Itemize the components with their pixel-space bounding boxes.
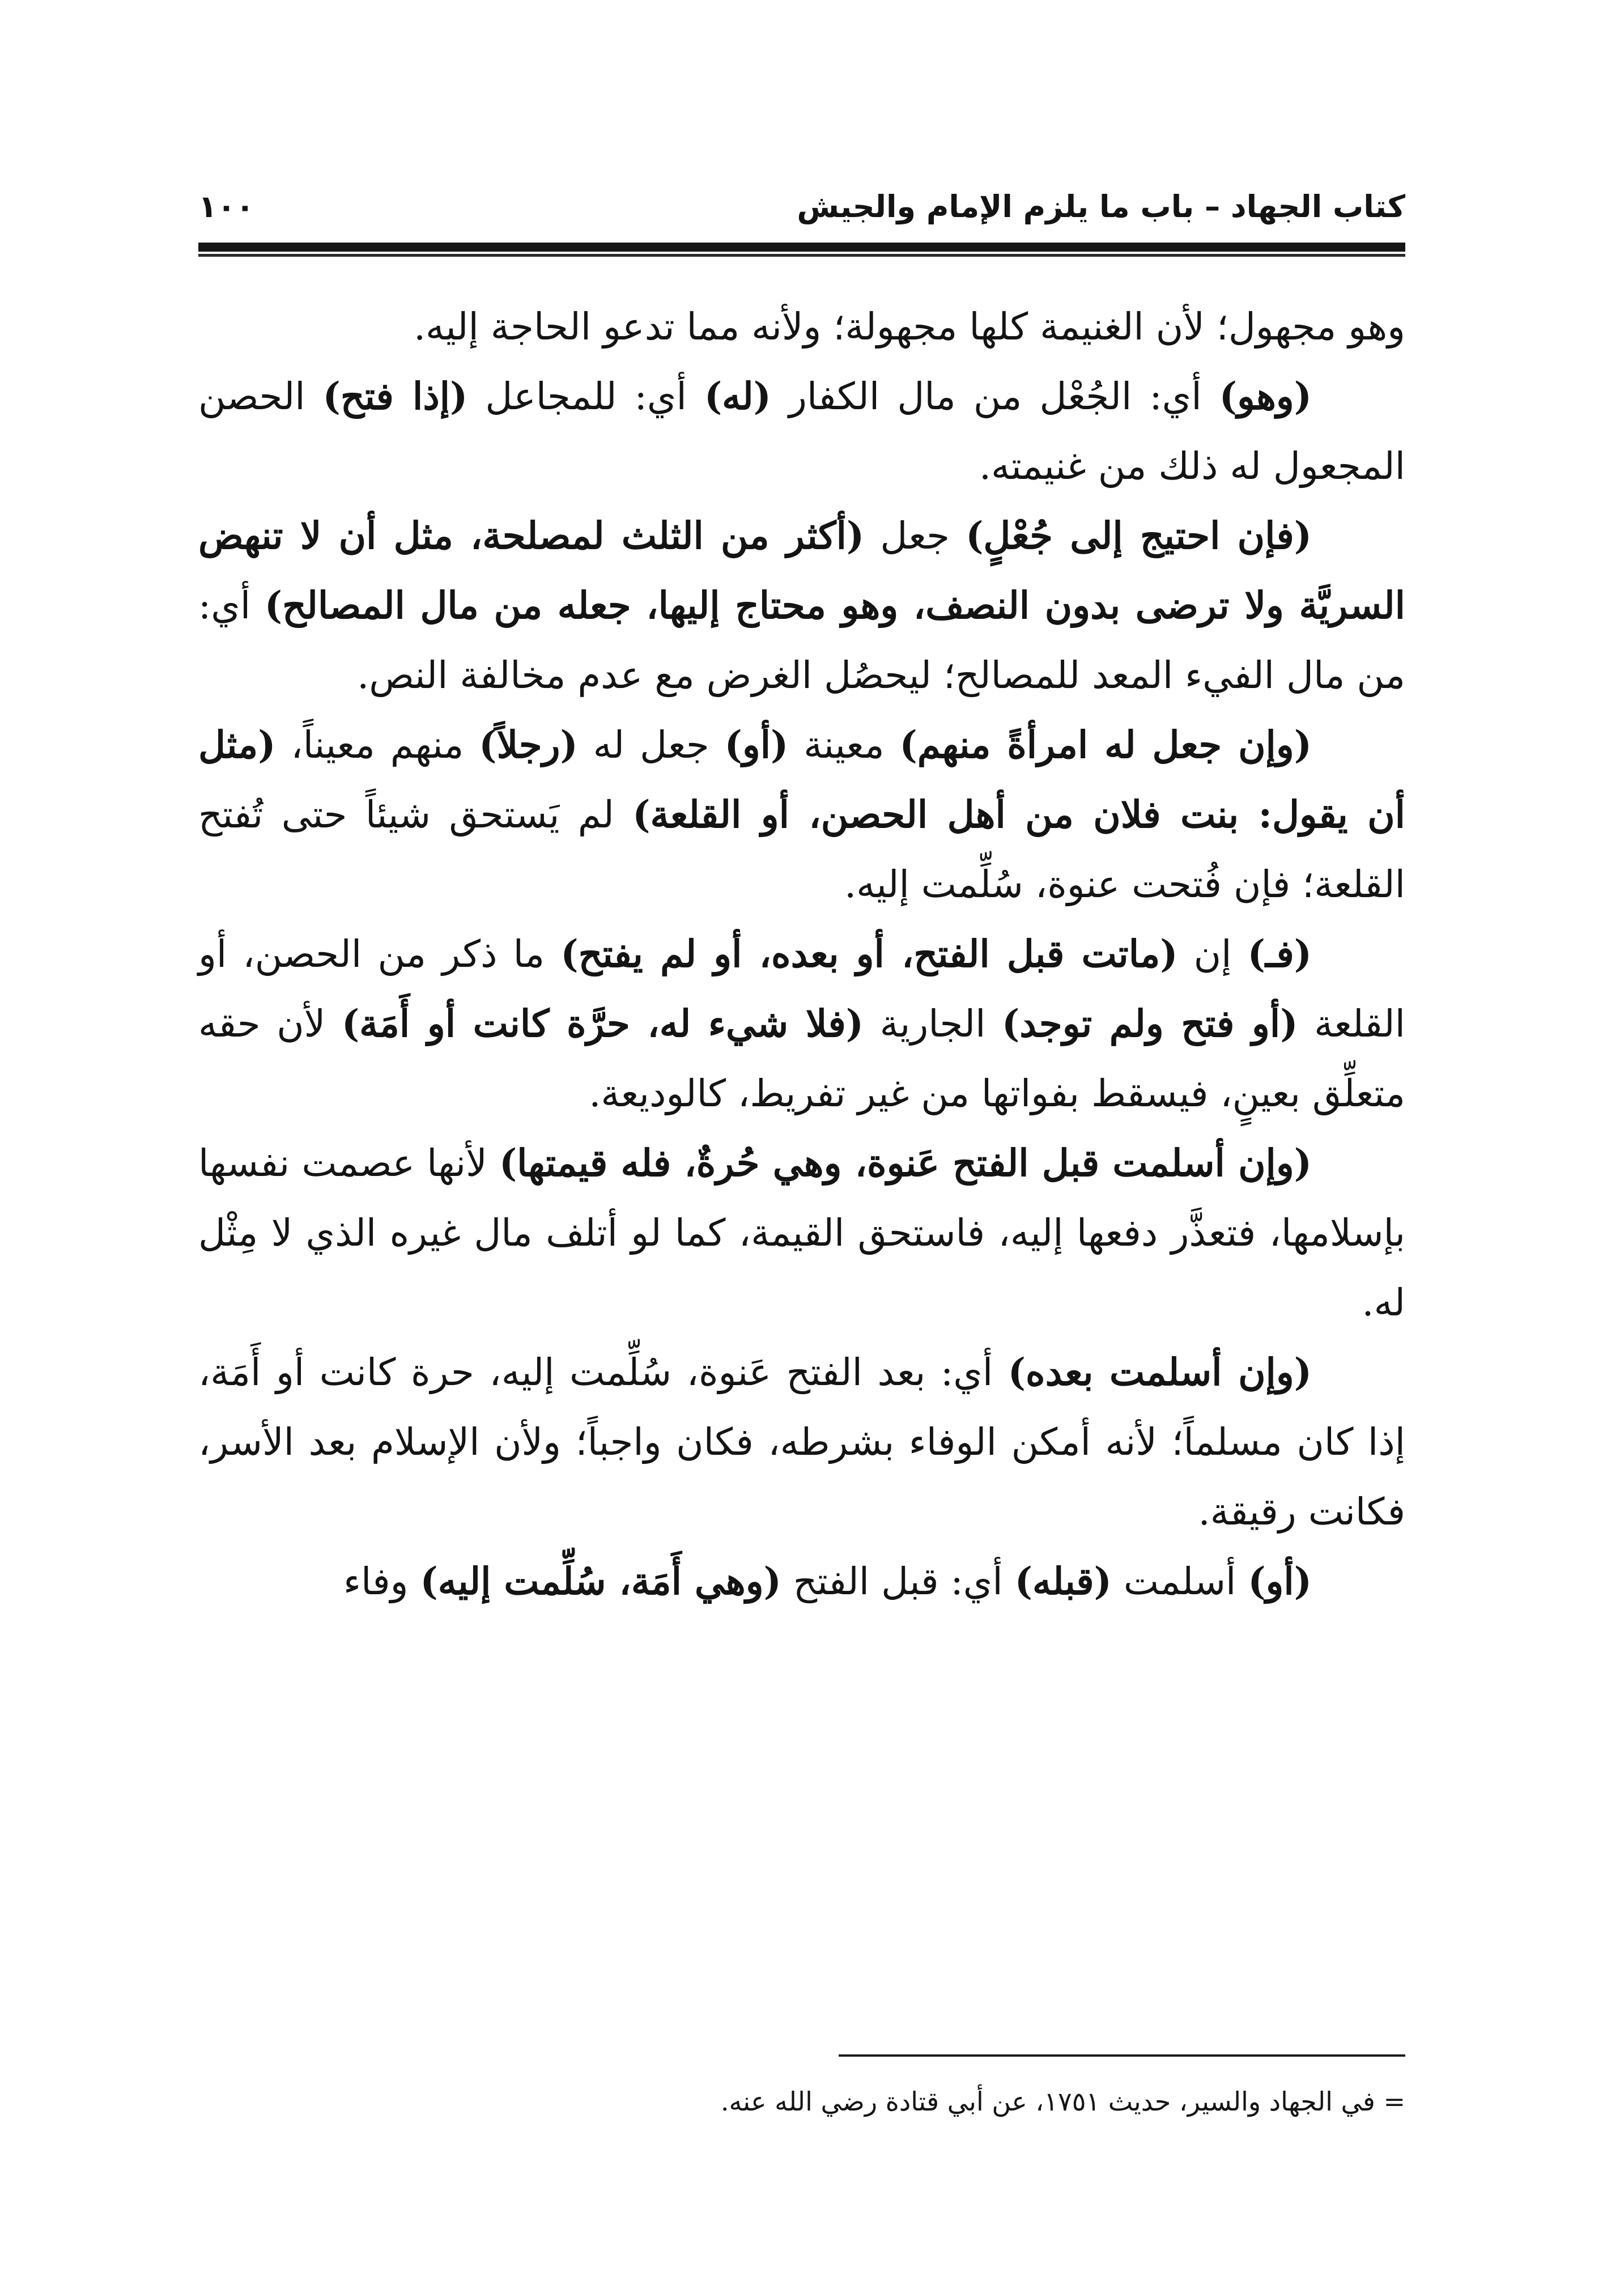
commentary-text: أي: للمجاعل bbox=[467, 375, 704, 418]
bold-matn-text: (فـ) bbox=[1247, 932, 1312, 976]
bold-matn-text: (إذا فتح) bbox=[322, 374, 468, 418]
commentary-text: أسلمت bbox=[1111, 1560, 1248, 1603]
paragraph bbox=[198, 710, 1405, 919]
commentary-text: الحصن المجعول له ذلك من غنيمته. bbox=[198, 375, 1405, 488]
body-text bbox=[198, 292, 1405, 2006]
commentary-text: الجارية bbox=[864, 1002, 1002, 1046]
bold-matn-text: (أو فتح ولم توجد) bbox=[1002, 1001, 1298, 1046]
commentary-text: معينة bbox=[788, 723, 900, 767]
commentary-text: جعل له bbox=[577, 723, 725, 767]
paragraph bbox=[198, 1128, 1405, 1337]
bold-matn-text: (وإن أسلمت بعده) bbox=[1007, 1350, 1312, 1394]
bold-matn-text: (أو) bbox=[1248, 1559, 1312, 1603]
commentary-text: أي: قبل الفتح bbox=[781, 1560, 1015, 1603]
commentary-text: أي: من مال الفيء المعد للمصالح؛ ليحصُل الغرض مع عدم مخالفة النص. bbox=[198, 584, 1405, 697]
bold-matn-text: (أكثر من الثلث لمصلحة، مثل أن لا تنهض السريَّة ولا ترضى بدون النصف، وهو محتاج إليها، جعله من مال المصالح) bbox=[198, 513, 1405, 627]
bold-matn-text: (فلا شيء له، حرَّة كانت أو أَمَة) bbox=[341, 1001, 864, 1046]
commentary-text: إن bbox=[1177, 932, 1248, 976]
bold-matn-text: (فإن احتيج إلى جُعْلٍ) bbox=[966, 513, 1312, 558]
bold-matn-text: (وإن جعل له امرأةً منهم) bbox=[899, 723, 1312, 767]
commentary-text: لأن حقه متعلِّق بعينٍ، فيسقط بفواتها من غير تفريط، كالوديعة. bbox=[198, 1002, 1405, 1115]
bold-matn-text: (مثل أن يقول: بنت فلان من أهل الحصن، أو القلعة) bbox=[198, 723, 1405, 836]
bold-matn-text: (قبله) bbox=[1014, 1559, 1112, 1603]
footnote-separator bbox=[839, 2054, 1405, 2057]
commentary-text: جعل bbox=[864, 514, 966, 558]
footnote: = في الجهاد والسير، حديث ١٧٥١، عن أبي قتادة رضي الله عنه. bbox=[720, 2086, 1405, 2117]
commentary-text: لم يَستحق شيئاً حتى تُفتح القلعة؛ فإن فُتحت عنوة، سُلِّمت إليه. bbox=[198, 793, 1405, 906]
bold-matn-text: (أو) bbox=[724, 723, 789, 767]
bold-matn-text: (وهو) bbox=[1219, 374, 1312, 418]
paragraph bbox=[198, 1547, 1405, 1616]
bold-matn-text: (ماتت قبل الفتح، أو بعده، أو لم يفتح) bbox=[560, 932, 1178, 976]
bold-matn-text: (وهي أَمَة، سُلِّمت إليه) bbox=[420, 1559, 781, 1603]
paragraph bbox=[198, 362, 1405, 501]
commentary-text: وفاء bbox=[343, 1560, 420, 1603]
paragraph bbox=[198, 292, 1405, 362]
commentary-text: لأنها عصمت نفسها بإسلامها، فتعذَّر دفعها إليه، فاستحق القيمة، كما لو أتلف مال غيره الذي لا مِثْل له. bbox=[198, 1141, 1406, 1324]
bold-matn-text: (له) bbox=[704, 374, 771, 418]
commentary-text: أي: بعد الفتح عَنوة، سُلِّمت إليه، حرة كانت أو أَمَة، إذا كان مسلماً؛ لأنه أمكن الوفاء بشرطه، فكان واجباً؛ ولأن الإسلام بعد الأسر، فكانت رقيقة. bbox=[198, 1351, 1405, 1534]
commentary-text: منهم معيناً، bbox=[275, 723, 479, 767]
bold-matn-text: (وإن أسلمت قبل الفتح عَنوة، وهي حُرةٌ، فله قيمتها) bbox=[499, 1141, 1312, 1185]
bold-matn-text: (رجلاً) bbox=[479, 723, 578, 767]
chapter-title: كتاب الجهاد – باب ما يلزم الإمام والجيش bbox=[797, 189, 1405, 224]
commentary-text: أي: الجُعْل من مال الكفار bbox=[771, 375, 1219, 418]
running-header bbox=[198, 184, 1405, 230]
commentary-text: ما ذكر من الحصن، أو القلعة bbox=[198, 932, 1406, 1046]
header-rule-thin bbox=[198, 254, 1405, 257]
paragraph bbox=[198, 919, 1405, 1128]
paragraph bbox=[198, 1337, 1405, 1547]
header-rule-thick bbox=[198, 243, 1405, 252]
commentary-text: وهو مجهول؛ لأن الغنيمة كلها مجهولة؛ ولأنه مما تدعو الحاجة إليه. bbox=[414, 305, 1405, 349]
page-number: ١٠٠ bbox=[198, 189, 254, 224]
paragraph bbox=[198, 501, 1405, 710]
